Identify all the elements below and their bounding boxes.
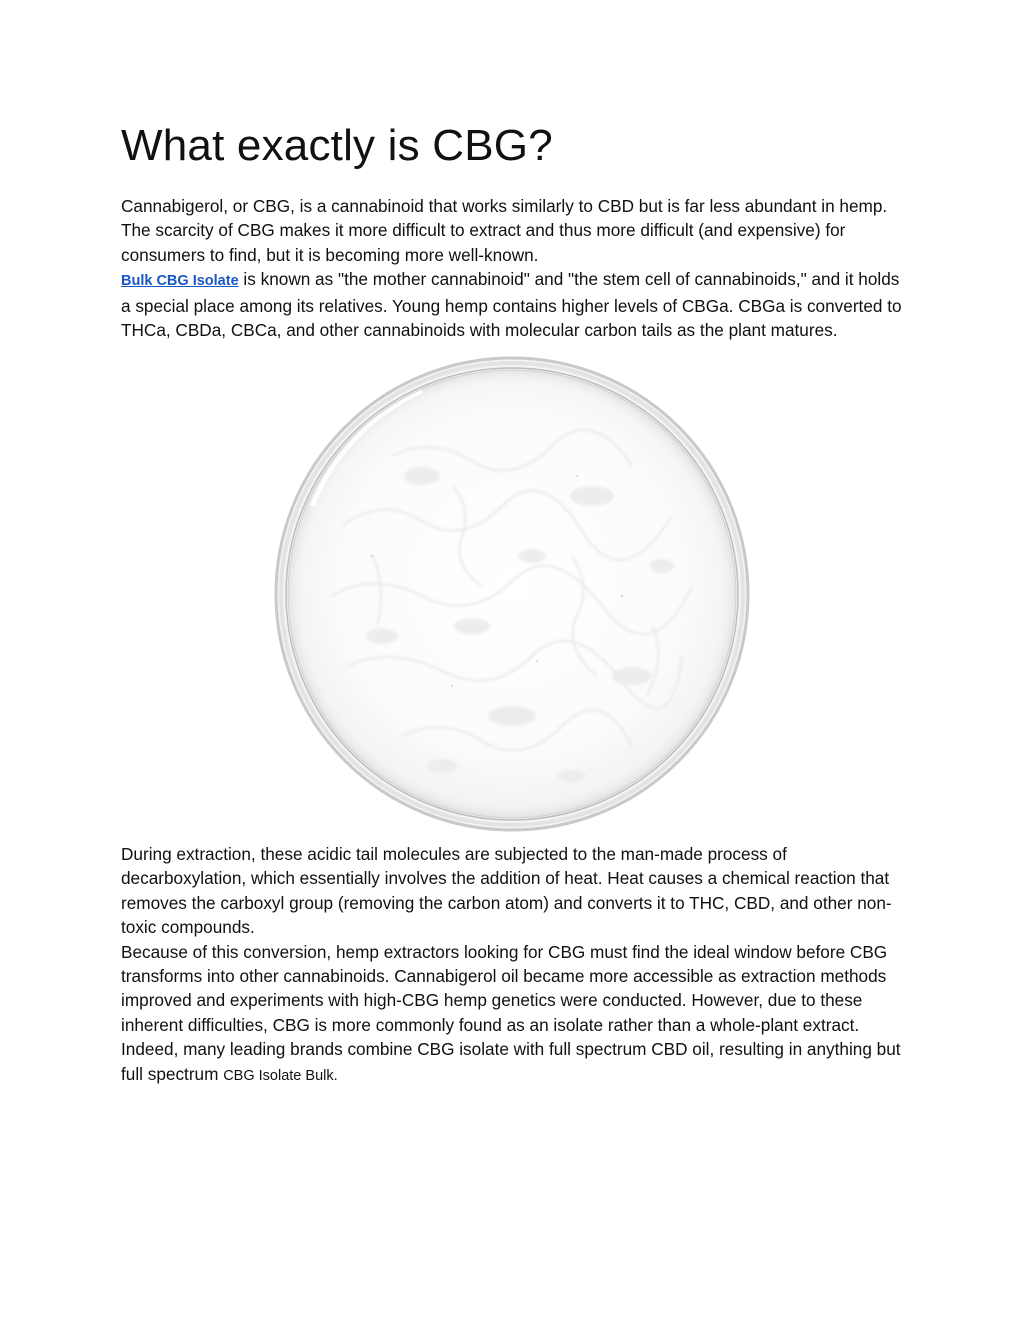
bulk-cbg-isolate-link[interactable]: Bulk CBG Isolate [121,273,239,290]
conversion-text: Because of this conversion, hemp extractors looking for CBG must find the ideal window before CBG transforms into other cannabinoids. Cannabigerol oil became more accessible as extraction methods improved and experiments with high-CBG hemp genetics were conducted. However, due to these inherent difficulties, CBG is more commonly found as an isolate rather than a whole-plant extract. Indeed, many leading brands combine CBG isolate with full spectrum CBD oil, resulting in anything but full spectrum [121,941,901,1084]
mother-cannabinoid-text: is known as "the mother cannabinoid" and "the stem cell of cannabinoids," and it holds a special place among its relatives. Young hemp contains higher levels of CBGa. CBGa is converted to THCa, CBDa, CBCa, and other cannabinoids with molecular carbon tails as the plant matures. [121,269,902,341]
page-title: What exactly is CBG? [121,121,553,170]
article [121,118,911,342]
petri-dish-image [272,356,752,832]
intro-paragraph: Cannabigerol, or CBG, is a cannabinoid that works similarly to CBD but is far less abundant in hemp. The scarcity of CBG makes it more difficult to extract and thus more difficult (and expensive) for consumers to find, but it is becoming more well-known. [121,196,888,265]
extraction-paragraph: During extraction, these acidic tail molecules are subjected to the man-made process of decarboxylation, which essentially involves the addition of heat. Heat causes a chemical reaction that removes the carboxyl group (removing the carbon atom) and converts it to THC, CBD, and other non-toxic compounds. [121,844,892,938]
article-continued [121,842,911,1088]
petri-dish-white-powder-icon [272,356,752,832]
mother-cannabinoid-paragraph [121,267,911,342]
conversion-paragraph [121,940,911,1088]
cbg-isolate-bulk-text: CBG Isolate Bulk. [223,1067,338,1084]
